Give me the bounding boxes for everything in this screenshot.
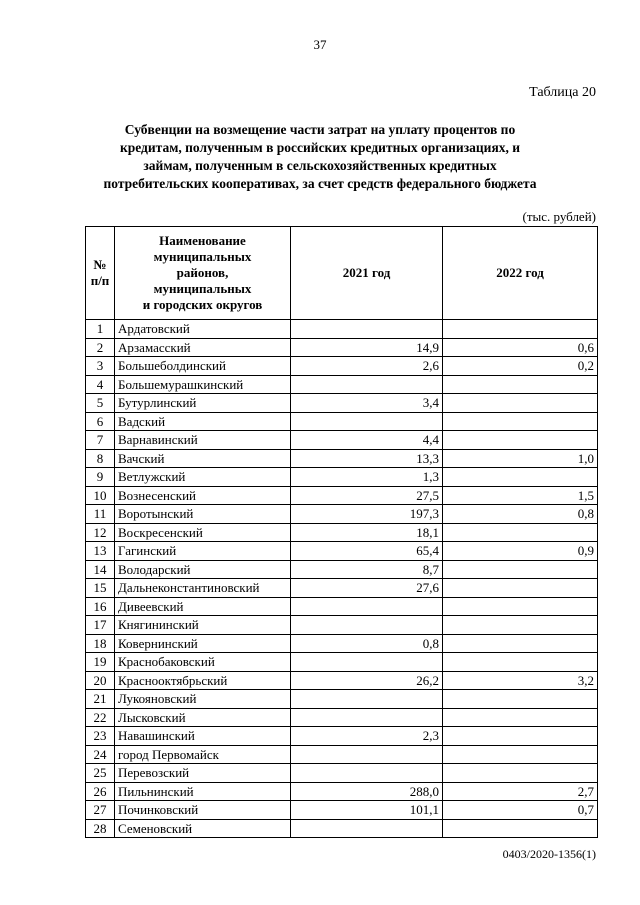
header-line: районов, xyxy=(176,265,229,280)
row-number: 4 xyxy=(86,375,115,394)
table-row xyxy=(86,542,598,561)
municipality-name: Арзамасский xyxy=(115,338,291,357)
table-row xyxy=(86,671,598,690)
value-2021: 2,6 xyxy=(291,357,443,376)
municipality-name: Воскресенский xyxy=(115,523,291,542)
value-2022 xyxy=(443,320,598,339)
row-number: 20 xyxy=(86,671,115,690)
row-number: 15 xyxy=(86,579,115,598)
table-label: Таблица 20 xyxy=(529,85,596,100)
row-number: 14 xyxy=(86,560,115,579)
value-2021: 27,5 xyxy=(291,486,443,505)
municipality-name: Княгининский xyxy=(115,616,291,635)
table-row xyxy=(86,690,598,709)
value-2022: 3,2 xyxy=(443,671,598,690)
table-row xyxy=(86,634,598,653)
municipality-name: Вознесенский xyxy=(115,486,291,505)
row-number: 11 xyxy=(86,505,115,524)
municipality-name: Ковернинский xyxy=(115,634,291,653)
row-number: 23 xyxy=(86,727,115,746)
title-line: кредитам, полученным в российских кредитных организациях, и xyxy=(119,140,521,155)
table-row xyxy=(86,338,598,357)
row-number: 6 xyxy=(86,412,115,431)
row-number: 18 xyxy=(86,634,115,653)
municipality-name: Навашинский xyxy=(115,727,291,746)
row-number: 12 xyxy=(86,523,115,542)
table-row xyxy=(86,468,598,487)
table-row xyxy=(86,449,598,468)
municipality-name: Лукояновский xyxy=(115,690,291,709)
table-row xyxy=(86,375,598,394)
municipality-name: Гагинский xyxy=(115,542,291,561)
value-2022 xyxy=(443,727,598,746)
document-title xyxy=(84,121,556,193)
value-2022 xyxy=(443,412,598,431)
header-year-2021: 2021 год xyxy=(291,227,443,320)
value-2021 xyxy=(291,375,443,394)
row-number: 26 xyxy=(86,782,115,801)
header-line: муниципальных xyxy=(153,249,252,264)
table-row xyxy=(86,560,598,579)
municipality-name: Большемурашкинский xyxy=(115,375,291,394)
header-year-2022: 2022 год xyxy=(443,227,598,320)
value-2021: 101,1 xyxy=(291,801,443,820)
row-number: 28 xyxy=(86,819,115,838)
value-2021: 13,3 xyxy=(291,449,443,468)
subsidies-table xyxy=(85,226,598,838)
row-number: 27 xyxy=(86,801,115,820)
municipality-name: Перевозский xyxy=(115,764,291,783)
table-row xyxy=(86,782,598,801)
header-municipality-name xyxy=(115,227,291,320)
row-number: 21 xyxy=(86,690,115,709)
table-row xyxy=(86,708,598,727)
value-2022 xyxy=(443,579,598,598)
value-2021: 4,4 xyxy=(291,431,443,450)
municipality-name: Дивеевский xyxy=(115,597,291,616)
value-2022 xyxy=(443,616,598,635)
value-2022 xyxy=(443,375,598,394)
value-2021: 65,4 xyxy=(291,542,443,561)
value-2021 xyxy=(291,708,443,727)
value-2022 xyxy=(443,560,598,579)
value-2022: 0,6 xyxy=(443,338,598,357)
value-2021 xyxy=(291,745,443,764)
table-row xyxy=(86,801,598,820)
value-2022 xyxy=(443,653,598,672)
table-row xyxy=(86,764,598,783)
value-2021 xyxy=(291,819,443,838)
table-row xyxy=(86,745,598,764)
value-2022 xyxy=(443,394,598,413)
value-2021: 288,0 xyxy=(291,782,443,801)
value-2022: 0,2 xyxy=(443,357,598,376)
value-2021: 18,1 xyxy=(291,523,443,542)
municipality-name: Варнавинский xyxy=(115,431,291,450)
value-2022: 1,5 xyxy=(443,486,598,505)
table-body xyxy=(86,320,598,838)
row-number: 2 xyxy=(86,338,115,357)
table-row xyxy=(86,727,598,746)
row-number: 7 xyxy=(86,431,115,450)
table-row xyxy=(86,597,598,616)
table-row xyxy=(86,412,598,431)
value-2022 xyxy=(443,431,598,450)
row-number: 17 xyxy=(86,616,115,635)
table-row xyxy=(86,357,598,376)
row-number: 9 xyxy=(86,468,115,487)
row-number: 1 xyxy=(86,320,115,339)
row-number: 24 xyxy=(86,745,115,764)
value-2021 xyxy=(291,653,443,672)
header-line: Наименование xyxy=(159,233,246,248)
value-2022: 0,8 xyxy=(443,505,598,524)
value-2022 xyxy=(443,819,598,838)
value-2021 xyxy=(291,616,443,635)
municipality-name: Краснобаковский xyxy=(115,653,291,672)
value-2022: 2,7 xyxy=(443,782,598,801)
municipality-name: Семеновский xyxy=(115,819,291,838)
value-2022 xyxy=(443,468,598,487)
value-2021 xyxy=(291,320,443,339)
header-line: муниципальных xyxy=(153,281,252,296)
row-number: 25 xyxy=(86,764,115,783)
table-row xyxy=(86,431,598,450)
value-2022 xyxy=(443,708,598,727)
header-line: и городских округов xyxy=(142,297,263,312)
table-row xyxy=(86,653,598,672)
value-2021: 8,7 xyxy=(291,560,443,579)
page-number: 37 xyxy=(313,37,327,52)
municipality-name: Починковский xyxy=(115,801,291,820)
municipality-name: Вадский xyxy=(115,412,291,431)
value-2022 xyxy=(443,523,598,542)
value-2022 xyxy=(443,634,598,653)
table-row xyxy=(86,394,598,413)
value-2021 xyxy=(291,764,443,783)
municipality-name: Пильнинский xyxy=(115,782,291,801)
value-2022 xyxy=(443,745,598,764)
municipality-name: Краснооктябрьский xyxy=(115,671,291,690)
row-number: 13 xyxy=(86,542,115,561)
municipality-name: Воротынский xyxy=(115,505,291,524)
municipality-name: Бутурлинский xyxy=(115,394,291,413)
table-row xyxy=(86,819,598,838)
value-2021: 14,9 xyxy=(291,338,443,357)
value-2022: 1,0 xyxy=(443,449,598,468)
header-line: п/п xyxy=(90,273,110,288)
table-row xyxy=(86,579,598,598)
row-number: 19 xyxy=(86,653,115,672)
row-number: 10 xyxy=(86,486,115,505)
value-2021 xyxy=(291,690,443,709)
value-2022: 0,7 xyxy=(443,801,598,820)
table-row xyxy=(86,523,598,542)
header-line: № xyxy=(93,257,107,272)
row-number: 22 xyxy=(86,708,115,727)
row-number: 3 xyxy=(86,357,115,376)
table-header-row xyxy=(86,227,598,320)
row-number: 5 xyxy=(86,394,115,413)
municipality-name: Вачский xyxy=(115,449,291,468)
value-2021: 0,8 xyxy=(291,634,443,653)
municipality-name: Дальнеконстантиновский xyxy=(115,579,291,598)
value-2021 xyxy=(291,597,443,616)
municipality-name: Большеболдинский xyxy=(115,357,291,376)
value-2022 xyxy=(443,690,598,709)
table-row xyxy=(86,505,598,524)
value-2022 xyxy=(443,597,598,616)
value-2021: 197,3 xyxy=(291,505,443,524)
table-row xyxy=(86,486,598,505)
value-2021 xyxy=(291,412,443,431)
municipality-name: Володарский xyxy=(115,560,291,579)
municipality-name: Лысковский xyxy=(115,708,291,727)
table-row xyxy=(86,616,598,635)
value-2021: 27,6 xyxy=(291,579,443,598)
table-row xyxy=(86,320,598,339)
value-2021: 1,3 xyxy=(291,468,443,487)
value-2022 xyxy=(443,764,598,783)
municipality-name: город Первомайск xyxy=(115,745,291,764)
header-number xyxy=(86,227,115,320)
value-2021: 26,2 xyxy=(291,671,443,690)
row-number: 8 xyxy=(86,449,115,468)
title-line: Субвенции на возмещение части затрат на уплату процентов по xyxy=(124,122,516,137)
municipality-name: Ардатовский xyxy=(115,320,291,339)
title-line: потребительских кооперативах, за счет средств федерального бюджета xyxy=(103,176,537,191)
document-code: 0403/2020-1356(1) xyxy=(502,847,596,861)
row-number: 16 xyxy=(86,597,115,616)
value-2022: 0,9 xyxy=(443,542,598,561)
value-2021: 3,4 xyxy=(291,394,443,413)
units-note: (тыс. рублей) xyxy=(522,209,596,224)
title-line: займам, полученным в сельскохозяйственных кредитных xyxy=(143,158,497,173)
value-2021: 2,3 xyxy=(291,727,443,746)
municipality-name: Ветлужский xyxy=(115,468,291,487)
